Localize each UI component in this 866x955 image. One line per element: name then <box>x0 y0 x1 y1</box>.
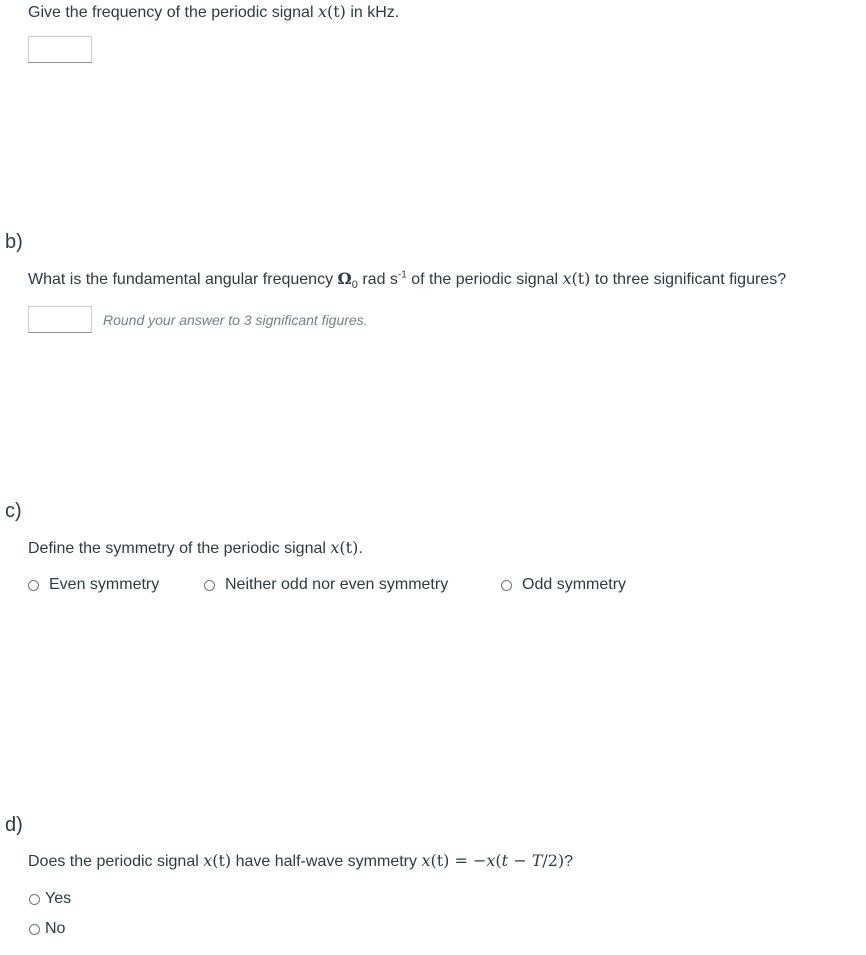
question-d-text: Does the periodic signal x(t) have half-wave symmetry x(t) = −x(t − T/2)? <box>28 851 574 870</box>
option-no[interactable]: No <box>29 920 65 938</box>
signal-t: (t) <box>326 2 346 21</box>
question-b-text: What is the fundamental angular frequency $\Omega_0$ rad $s^{-1}$ of the periodic signal x(t) to three significant figures? <box>28 269 787 292</box>
signal-x: x <box>317 2 327 21</box>
part-c-label: c) <box>5 500 22 522</box>
option-odd-symmetry[interactable]: Odd symmetry <box>501 576 626 594</box>
option-yes[interactable]: Yes <box>29 890 71 908</box>
radio-button[interactable] <box>204 580 215 591</box>
answer-b-hint: Round your answer to 3 significant figures. <box>103 312 368 328</box>
question-c-text: Define the symmetry of the periodic signal x(t). <box>28 538 363 557</box>
question-a-text: Give the frequency of the periodic signal x(t) in kHz. <box>28 2 400 21</box>
radio-button[interactable] <box>29 894 40 905</box>
part-b-label: b) <box>5 231 23 253</box>
radio-button[interactable] <box>501 580 512 591</box>
answer-b-input[interactable] <box>28 306 92 333</box>
option-even-symmetry[interactable]: Even symmetry <box>28 576 159 594</box>
omega-symbol: Ω <box>337 269 352 288</box>
answer-a-input[interactable] <box>28 36 92 63</box>
option-neither-symmetry[interactable]: Neither odd nor even symmetry <box>204 576 448 594</box>
part-d-label: d) <box>5 814 23 836</box>
radio-button[interactable] <box>28 580 39 591</box>
radio-button[interactable] <box>29 924 40 935</box>
